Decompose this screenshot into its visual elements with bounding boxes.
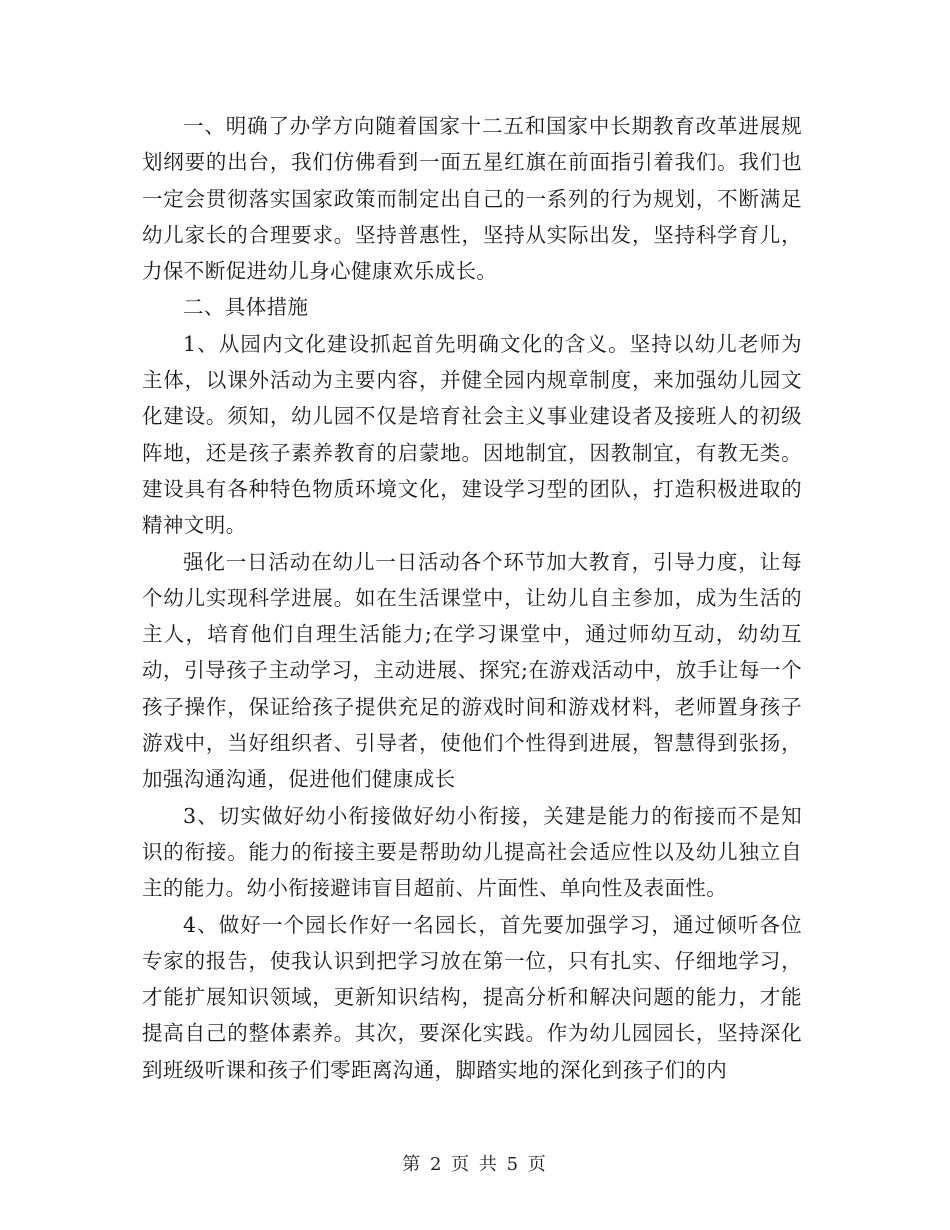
page-footer: 第 2 页 共 5 页 [402, 1154, 548, 1175]
document-body [142, 108, 802, 1088]
paragraph-principal: 4、做好一个园长作好一名园长，首先要加强学习，通过倾听各位专家的报告，使我认识到把学习放在第一位，只有扎实、仔细地学习，才能扩展知识领域，更新知识结构，提高分析和解决问题的能力，才能提高自己的整体素养。其次，要深化实践。作为幼儿园园长，坚持深化到班级听课和孩子们零距离沟通，脚踏实地的深化到孩子们的内 [142, 912, 802, 1082]
paragraph-direction: 一、明确了办学方向随着国家十二五和国家中长期教育改革进展规划纲要的出台，我们仿佛看到一面五星红旗在前面指引着我们。我们也一定会贯彻落实国家政策而制定出自己的一系列的行为规划，不断满足幼儿家长的合理要求。坚持普惠性，坚持从实际出发，坚持科学育儿，力保不断促进幼儿身心健康欢乐成长。 [142, 114, 802, 284]
paragraph-culture: 1、从园内文化建设抓起首先明确文化的含义。坚持以幼儿老师为主体，以课外活动为主要内容，并健全园内规章制度，来加强幼儿园文化建设。须知，幼儿园不仅是培育社会主义事业建设者及接班人的初级阵地，还是孩子素养教育的启蒙地。因地制宜，因教制宜，有教无类。建设具有各种特色物质环境文化，建设学习型的团队，打造积极进取的精神文明。 [142, 331, 802, 538]
paragraph-daily-activities: 强化一日活动在幼儿一日活动各个环节加大教育，引导力度，让每个幼儿实现科学进展。如在生活课堂中，让幼儿自主参加，成为生活的主人，培育他们自理生活能力;在学习课堂中，通过师幼互动，幼幼互动，引导孩子主动学习，主动进展、探究;在游戏活动中，放手让每一个孩子操作，保证给孩子提供充足的游戏时间和游戏材料，老师置身孩子游戏中，当好组织者、引导者，使他们个性得到进展，智慧得到张扬，加强沟通沟通，促进他们健康成长 [142, 549, 802, 792]
section-heading-measures: 二、具体措施 [183, 295, 309, 320]
paragraph-transition: 3、切实做好幼小衔接做好幼小衔接，关建是能力的衔接而不是知识的衔接。能力的衔接主要是帮助幼儿提高社会适应性以及幼儿独立自主的能力。幼小衔接避讳盲目超前、片面性、单向性及表面性。 [142, 803, 802, 901]
